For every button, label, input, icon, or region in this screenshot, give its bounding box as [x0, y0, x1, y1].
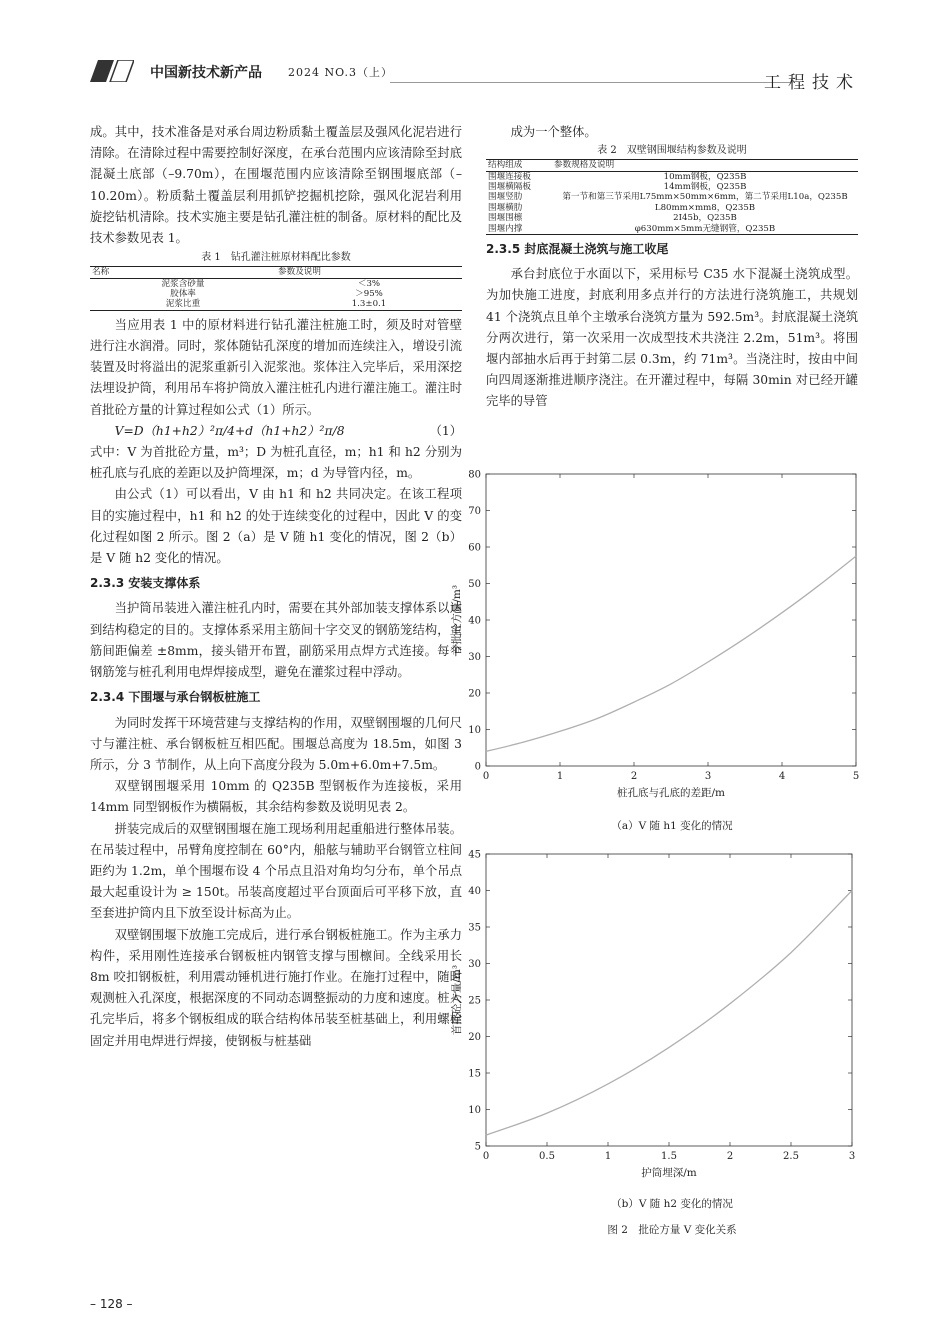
figure-2a-caption: （a）V 随 h1 变化的情况 [611, 820, 733, 832]
paragraph: 当护筒吊装进入灌注桩孔内时，需要在其外部加装支撑体系以达到结构稳定的目的。支撑体系采用主筋间十字交叉的钢筋笼结构，主筋间距偏差 ±8mm，接头错开布置，副筋采用点焊方式连接。每个钢筋笼与桩孔利用电焊焊接成型，避免在灌浆过程中浮动。 [90, 601, 462, 680]
table-header: 参数规格及说明 [552, 160, 858, 171]
y-tick-label: 45 [468, 849, 481, 861]
section-heading: 2.3.3 安装支撑体系 [90, 576, 201, 591]
table-row [486, 171, 858, 182]
table-cell: 围堰内撑 [486, 224, 552, 235]
x-tick-label: 0 [482, 1151, 490, 1162]
series-line [486, 891, 852, 1136]
table-cell: 第一节和第三节采用L75mm×50mm×6mm，第二节采用L10a，Q235B [562, 192, 848, 203]
x-axis-label: 桩孔底与孔底的差距/m [617, 787, 725, 799]
table-row [90, 299, 462, 310]
table-header: 参数及说明 [276, 267, 462, 278]
y-tick-label: 40 [468, 615, 481, 627]
table-cell: 胶体率 [170, 289, 196, 300]
table-cell: 围堰横隔板 [488, 182, 531, 193]
table-header-row [90, 267, 462, 278]
table-row [486, 182, 858, 192]
table-cell: φ630mm×5mm无缝钢管，Q235B [552, 224, 858, 235]
y-tick-label: 80 [468, 469, 481, 481]
y-tick-label: 30 [468, 959, 481, 970]
table-header-row [486, 160, 858, 171]
table-1-caption: 表 1 钻孔灌注桩原材料配比参数 [201, 252, 351, 264]
table-2-grid [486, 159, 858, 235]
x-tick-label: 4 [778, 771, 786, 782]
figure-2-caption: 图 2 批砼方量 V 变化关系 [607, 1224, 737, 1236]
paragraph: 承台封底位于水面以下，采用标号 C35 水下混凝土浇筑成型。为加快施工进度，封底利用多点并行的方法进行浇筑施工，共规划 41 个浇筑点且单个主墩承台浇筑方量为 592.5m³。封底混凝土浇筑分两次进行，第一次采用一次成型技术共浇注 2.2m，51m³。将围堰内部抽水后再于封第二层 0.3m，约 71m³。当浇注时，按由中间向四周逐渐推进顺序浇注。在开灌过程中，每隔 30min 对已经开罐完毕的导管 [486, 267, 858, 409]
chart-b [448, 846, 868, 1190]
section-heading: 2.3.4 下围堰与承台钢板桩施工 [90, 690, 261, 705]
paragraph: 当应用表 1 中的原材料进行钻孔灌注桩施工时，须及时对管壁进行注水润滑。同时，浆体随钻孔深度的增加而连续注入，增设引流装置及时将溢出的泥浆重新引入泥浆池。浆体注入完毕后，采用深挖法埋设护筒，利用吊车将护筒放入灌注桩孔内进行灌注施工。灌注时首批砼方量的计算过程如公式（1）所示。 [90, 317, 462, 417]
x-tick-label: 2.5 [783, 1151, 799, 1162]
x-tick-label: 3 [704, 771, 712, 782]
page-number: – 128 – [90, 1297, 133, 1311]
formula-1 [90, 421, 462, 442]
y-tick-label: 25 [468, 995, 481, 1007]
journal-issue: 2024 NO.3（上） [288, 66, 393, 79]
paragraph: 由公式（1）可以看出，V 由 h1 和 h2 共同决定。在该工程项目的实施过程中，h1 和 h2 的处于连续变化的过程中，因此 V 的变化过程如图 2 所示。图 2（a）是 V 随 h1 变化的情况，图 2（b）是 V 随 h2 变化的情况。 [90, 487, 462, 566]
table-2 [486, 143, 858, 235]
table-row [486, 224, 858, 235]
y-tick-label: 15 [468, 1068, 481, 1080]
y-axis-label: 首批砼方量/m³ [451, 584, 463, 656]
table-cell: 1.3±0.1 [276, 299, 462, 310]
plot-frame [486, 854, 852, 1146]
table-row [486, 203, 858, 213]
y-tick-label: 30 [468, 652, 481, 663]
section-heading: 2.3.5 封底混凝土浇筑与施工收尾 [486, 242, 669, 257]
x-tick-label: 5 [852, 771, 860, 782]
table-header: 名称 [90, 267, 276, 278]
y-tick-label: 0 [474, 761, 481, 773]
paragraph: 拼装完成后的双壁钢围堰在施工现场利用起重船进行整体吊装。在吊装过程中，吊臂角度控制在 60°内，船舷与辅助平台钢管立柱间距约为 1.2m，单个围堰布设 4 个吊点且沿对角均匀分布，单个吊点最大起重设计为 ≥ 150t。吊装高度超过平台顶面后可平移下放，直至套进护筒内且下放至设计标高为止。 [90, 821, 462, 921]
series-line [486, 556, 856, 751]
table-cell: 泥浆比重 [90, 299, 276, 310]
x-tick-label: 1.5 [661, 1151, 677, 1162]
x-tick-label: 2 [630, 771, 638, 782]
x-tick-label: 0.5 [539, 1151, 555, 1162]
x-axis-label: 护筒埋深/m [641, 1167, 697, 1179]
y-tick-label: 10 [468, 725, 481, 736]
figure-2b-caption: （b）V 随 h2 变化的情况 [611, 1198, 733, 1210]
page-header [90, 58, 860, 98]
journal-logo-icon [90, 60, 134, 82]
chart-a [448, 464, 868, 814]
right-column [486, 122, 858, 413]
x-tick-label: 3 [848, 1151, 856, 1162]
x-tick-label: 0 [482, 771, 490, 782]
paragraph: 式中：V 为首批砼方量，m³；D 为桩孔直径，m；h1 和 h2 分别为桩孔底与孔底的差距以及护筒埋深，m；d 为导管内径，m。 [90, 445, 462, 481]
table-cell: 围堰竖肋 [488, 192, 523, 203]
table-cell: 10mm钢板，Q235B [663, 171, 747, 182]
table-row [90, 289, 462, 299]
table-row [90, 278, 462, 289]
table-1-grid [90, 266, 462, 311]
table-cell: 围堰围檩 [488, 213, 523, 224]
y-tick-label: 60 [468, 542, 481, 554]
y-tick-label: 50 [468, 579, 481, 590]
y-tick-label: 5 [474, 1141, 481, 1153]
table-cell: 围堰连接板 [488, 171, 531, 182]
table-cell: L80mm×mm8，Q235B [654, 202, 756, 213]
table-row [486, 213, 858, 223]
paragraph: 双壁钢围堰采用 10mm 的 Q235B 型钢板作为连接板，采用 14mm 同型钢板作为横隔板，其余结构参数及说明见表 2。 [90, 779, 462, 815]
table-cell: 围堰横肋 [488, 202, 523, 213]
left-column [90, 122, 462, 1052]
table-cell: 14mm钢板，Q235B [663, 182, 747, 193]
paragraph: 为同时发挥干环境营建与支撑结构的作用，双壁钢围堰的几何尺寸与灌注桩、承台钢板桩互相匹配。围堰总高度为 18.5m，如图 3 所示，分 3 节制作，从上向下高度分段为 5.0m+6.0m+7.5m。 [90, 715, 462, 772]
table-1 [90, 250, 462, 311]
formula-text: V=D（h1+h2）²π/4+d（h1+h2）²π/8 [114, 423, 345, 438]
header-rule [390, 82, 790, 83]
x-tick-label: 2 [726, 1151, 734, 1162]
x-tick-label: 1 [556, 771, 564, 782]
table-cell: 2I45b，Q235B [673, 213, 737, 224]
plot-frame [486, 474, 856, 766]
y-tick-label: 10 [468, 1105, 481, 1116]
journal-name: 中国新技术新产品 [150, 65, 262, 81]
x-tick-label: 1 [604, 1151, 612, 1162]
table-cell: ＞95% [355, 289, 383, 300]
table-2-caption: 表 2 双壁钢围堰结构参数及说明 [597, 145, 747, 157]
paragraph: 双壁钢围堰下放施工完成后，进行承台钢板桩施工。作为主承力构件，采用刚性连接承台钢板桩内钢管支撑与围檩间。全线采用长 8m 咬扣钢板桩，利用震动锤机进行施打作业。在施打过程中，随时观测桩入孔深度，根据深度的不同动态调整振动的力度和速度。桩入孔完毕后，将多个钢板组成的联合结构体吊装至桩基础上，利用螺栓固定并用电焊进行焊接，使钢板与桩基础 [90, 927, 462, 1048]
table-row [486, 192, 858, 202]
section-title: 工程技术 [764, 73, 860, 93]
y-tick-label: 35 [468, 922, 481, 934]
formula-number: （1） [429, 423, 462, 438]
table-header: 结构组成 [486, 160, 552, 171]
y-tick-label: 70 [468, 506, 481, 517]
y-tick-label: 20 [468, 688, 481, 700]
table-cell: 泥浆含砂量 [161, 278, 205, 289]
paragraph: 成为一个整体。 [510, 125, 597, 139]
y-axis-label: 首批砼方量/m³ [451, 964, 463, 1036]
y-tick-label: 40 [468, 886, 481, 897]
y-tick-label: 20 [468, 1032, 481, 1043]
table-cell: ＜3% [357, 278, 381, 289]
paragraph: 成。其中，技术准备是对承台周边粉质黏土覆盖层及强风化泥岩进行清除。在清除过程中需要控制好深度，在承台范围内应该清除至封底混凝土底部（–9.70m），在围堰范围内应该清除至钢围堰底部（–10.20m）。粉质黏土覆盖层利用抓铲挖掘机挖除，强风化泥岩利用旋挖钻机清除。技术实施主要是钻孔灌注桩的制备。原材料的配比及技术参数见表 1。 [90, 125, 462, 246]
